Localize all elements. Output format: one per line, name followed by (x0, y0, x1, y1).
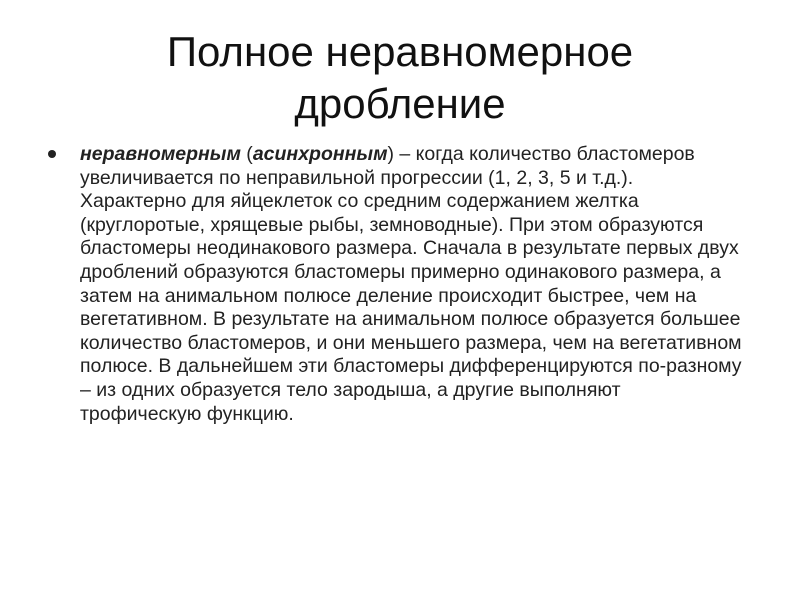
bullet-item (42, 143, 742, 426)
term-asynchronous: асинхронным (252, 143, 388, 165)
bullet-dot-icon (48, 150, 56, 158)
bullet-list (42, 143, 742, 426)
title-line-1: Полное неравномерное (166, 28, 634, 75)
slide-title (100, 26, 700, 130)
bullet-body-text: ) – когда количество бластомеров увеличивается по неправильной прогрессии (1, 2, 3, 5 и т.д.). Характерно для яйцеклеток со средним содержанием желтка (круглоротые, хрящевые рыбы, земноводные). При этом образуются бластомеры неодинакового размера. Сначала в результате первых двух дроблений образуются бластомеры примерно одинакового размера, а затем на анимальном полюсе деление происходит быстрее, чем на вегетативном. В результате на анимальном полюсе образуется большее количество бластомеров, и они меньшего размера, чем на вегетативном полюсе. В дальнейшем эти бластомеры дифференцируются по-разному – из одних образуется тело зародыша, а другие выполняют трофическую функцию. (80, 143, 742, 425)
paren-open: ( (240, 143, 253, 165)
term-uneven: неравномерным (80, 143, 241, 165)
title-line-2: дробление (294, 80, 506, 127)
